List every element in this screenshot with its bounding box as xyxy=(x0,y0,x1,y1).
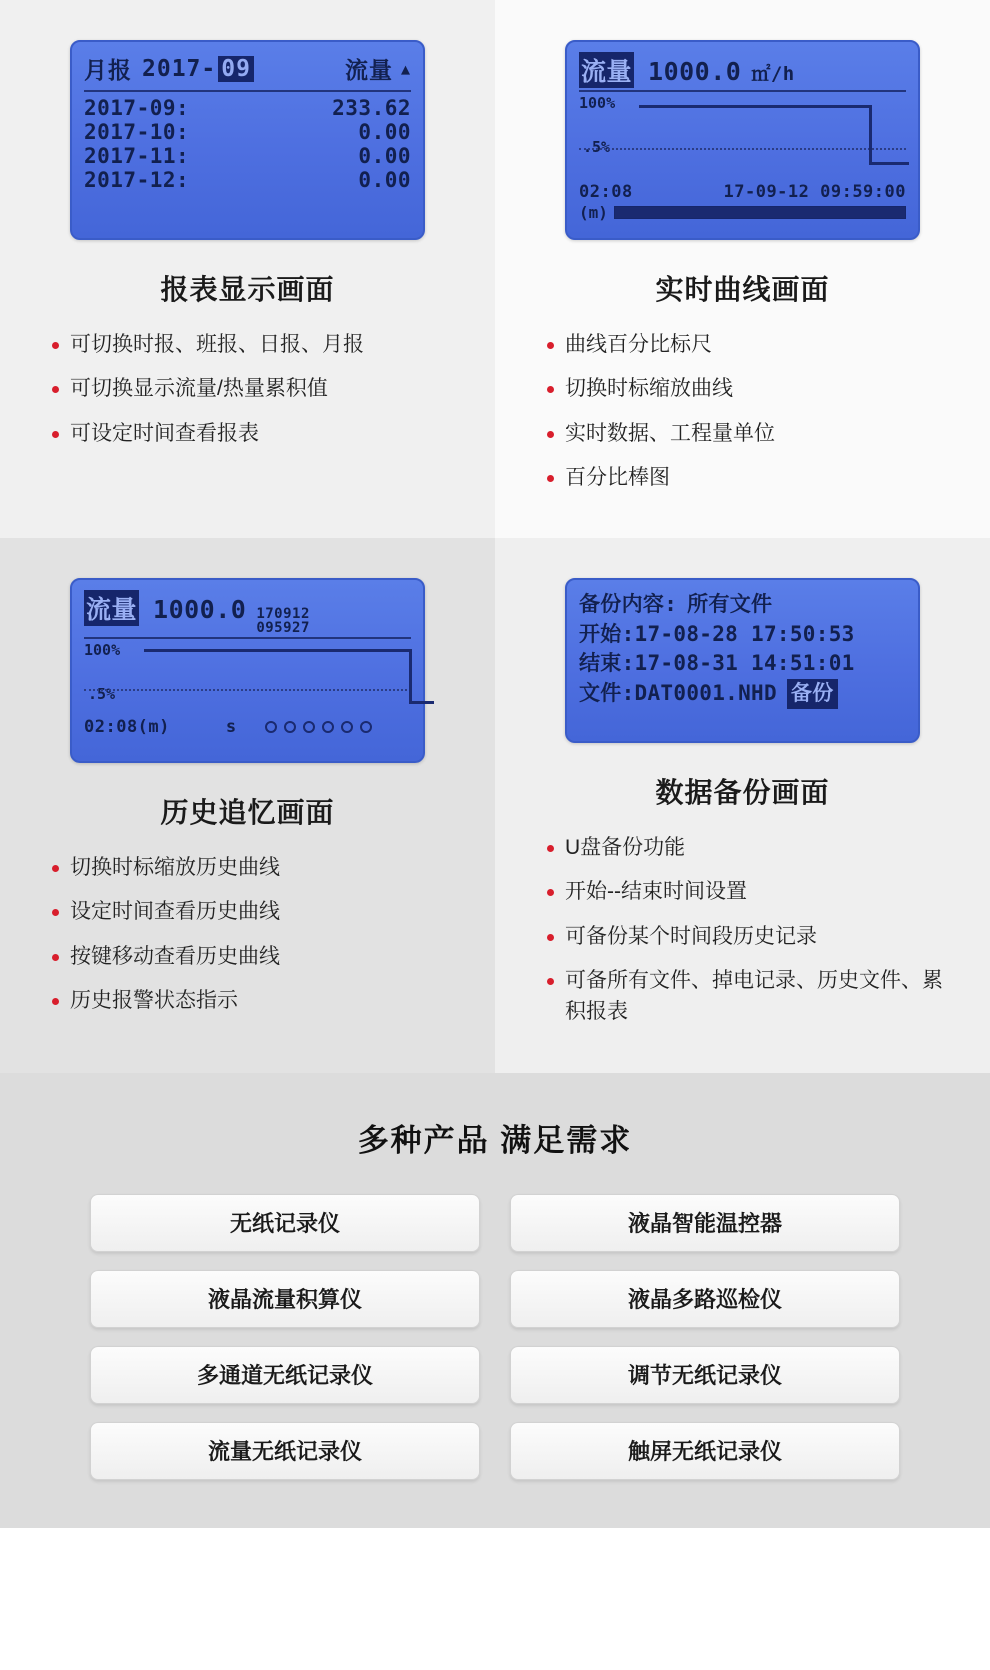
backup-row-label: 开始: xyxy=(579,621,635,646)
curve-trace-segment xyxy=(144,649,409,652)
table-row xyxy=(84,96,411,120)
table-row xyxy=(84,120,411,144)
panel-caption: 历史追忆画面 xyxy=(160,796,335,828)
panel-caption: 数据备份画面 xyxy=(655,776,830,808)
backup-file-value: DAT0001.NHD xyxy=(634,681,777,706)
row-value: 0.00 xyxy=(358,120,411,145)
product-button[interactable]: 流量无纸记录仪 xyxy=(90,1422,480,1480)
percent-bar-row xyxy=(579,203,906,222)
product-button[interactable]: 调节无纸记录仪 xyxy=(510,1346,900,1404)
list-item: 按键移动查看历史曲线 xyxy=(52,942,465,972)
scale-dashed-line xyxy=(579,148,906,150)
history-footer xyxy=(84,717,411,737)
curve-trace-segment xyxy=(409,701,434,704)
divider xyxy=(84,90,411,92)
backup-row xyxy=(579,679,906,709)
backup-button[interactable]: 备份 xyxy=(787,679,838,709)
report-month-selected[interactable]: 09 xyxy=(218,56,254,82)
list-item: 切换时标缩放历史曲线 xyxy=(52,853,465,883)
history-label: 流量 xyxy=(84,590,139,626)
curve-trace-segment xyxy=(639,105,869,108)
history-stamp-time: 095927 xyxy=(256,619,310,636)
list-item: 可备所有文件、掉电记录、历史文件、累积报表 xyxy=(547,966,960,1027)
history-header xyxy=(84,590,411,635)
realtime-plot xyxy=(579,90,906,182)
unit-label: (m) xyxy=(579,203,608,222)
lcd-history-screen xyxy=(70,578,425,763)
status-dot xyxy=(284,721,296,733)
report-flow-label: 流量 xyxy=(344,58,393,84)
realtime-header xyxy=(579,52,906,88)
backup-row-value: 17-08-31 14:51:01 xyxy=(634,651,855,676)
row-value: 233.62 xyxy=(332,96,411,120)
lcd-backup-screen xyxy=(565,578,920,743)
status-dot xyxy=(265,721,277,733)
curve-trace-segment xyxy=(869,162,909,165)
list-item: 百分比棒图 xyxy=(547,463,960,493)
panel-history-curve xyxy=(0,538,495,1073)
product-button[interactable]: 触屏无纸记录仪 xyxy=(510,1422,900,1480)
panel-caption: 报表显示画面 xyxy=(160,274,335,305)
report-header xyxy=(84,52,411,87)
history-plot xyxy=(84,637,411,717)
row-value: 0.00 xyxy=(358,144,411,169)
feature-list xyxy=(30,853,465,1017)
percent-bar xyxy=(614,206,906,219)
status-dot xyxy=(360,721,372,733)
product-button-grid xyxy=(90,1194,900,1480)
list-item: 实时数据、工程量单位 xyxy=(547,419,960,449)
curve-trace-segment xyxy=(869,105,872,165)
list-item: 可切换显示流量/热量累积值 xyxy=(52,374,465,404)
scale-top-label: 100% xyxy=(84,640,121,659)
realtime-value: 1000.0 xyxy=(648,57,742,86)
alarm-status-dots xyxy=(265,721,372,733)
timestamp: 17-09-12 09:59:00 xyxy=(723,182,906,202)
panel-backup xyxy=(495,538,990,1073)
list-item: 历史报警状态指示 xyxy=(52,986,465,1016)
row-value: 0.00 xyxy=(358,168,411,193)
realtime-label: 流量 xyxy=(579,52,634,88)
scale-top-label: 100% xyxy=(579,94,616,112)
realtime-unit: ㎡/h xyxy=(751,63,795,85)
history-value: 1000.0 xyxy=(153,594,247,624)
product-button[interactable]: 多通道无纸记录仪 xyxy=(90,1346,480,1404)
feature-list xyxy=(30,330,465,449)
list-item: 可备份某个时间段历史记录 xyxy=(547,922,960,952)
table-row xyxy=(84,168,411,192)
backup-row xyxy=(579,620,906,650)
report-title: 月报 xyxy=(84,58,132,84)
list-item: 可切换时报、班报、日报、月报 xyxy=(52,330,465,360)
time-span: 02:08(m) xyxy=(84,716,170,737)
product-button[interactable]: 液晶流量积算仪 xyxy=(90,1270,480,1328)
scale-mid-label: .5% xyxy=(583,138,611,156)
panel-report xyxy=(0,0,495,538)
backup-row xyxy=(579,590,906,620)
list-item: U盘备份功能 xyxy=(547,833,960,863)
list-item: 开始--结束时间设置 xyxy=(547,877,960,907)
backup-row-label: 文件: xyxy=(579,681,635,706)
product-button[interactable]: 液晶智能温控器 xyxy=(510,1194,900,1252)
status-dot xyxy=(303,721,315,733)
chevron-up-icon[interactable]: ▲ xyxy=(400,59,411,78)
scale-mid-label: .5% xyxy=(88,684,116,703)
row-label: 2017-12: xyxy=(84,168,190,193)
list-item: 曲线百分比标尺 xyxy=(547,330,960,360)
status-dot xyxy=(341,721,353,733)
time-span: 02:08 xyxy=(579,182,633,202)
product-button[interactable]: 液晶多路巡检仪 xyxy=(510,1270,900,1328)
backup-row-label: 结束: xyxy=(579,651,635,676)
product-button[interactable]: 无纸记录仪 xyxy=(90,1194,480,1252)
backup-row-value: 17-08-28 17:50:53 xyxy=(634,621,855,646)
feature-list xyxy=(525,833,960,1027)
table-row xyxy=(84,144,411,168)
product-section xyxy=(0,1073,990,1528)
panel-caption: 实时曲线画面 xyxy=(655,274,830,305)
row-label: 2017-11: xyxy=(84,144,190,169)
realtime-footer xyxy=(579,182,906,202)
report-year: 2017- xyxy=(142,55,217,82)
history-stamp-date: 170912 xyxy=(256,605,310,622)
history-stamp xyxy=(256,607,310,635)
row-label: 2017-10: xyxy=(84,120,190,145)
alarm-flag: s xyxy=(225,716,237,737)
panel-realtime-curve xyxy=(495,0,990,538)
row-label: 2017-09: xyxy=(84,96,190,120)
list-item: 切换时标缩放曲线 xyxy=(547,374,960,404)
backup-row-value: 所有文件 xyxy=(687,591,773,616)
backup-row xyxy=(579,649,906,679)
curve-trace-segment xyxy=(409,649,412,704)
scale-dashed-line xyxy=(84,689,411,691)
list-item: 可设定时间查看报表 xyxy=(52,419,465,449)
section-title: 多种产品 满足需求 xyxy=(357,1122,633,1158)
status-dot xyxy=(322,721,334,733)
feature-list xyxy=(525,330,960,494)
lcd-report-screen xyxy=(70,40,425,240)
list-item: 设定时间查看历史曲线 xyxy=(52,897,465,927)
backup-row-label: 备份内容: xyxy=(579,591,678,616)
lcd-realtime-screen xyxy=(565,40,920,240)
